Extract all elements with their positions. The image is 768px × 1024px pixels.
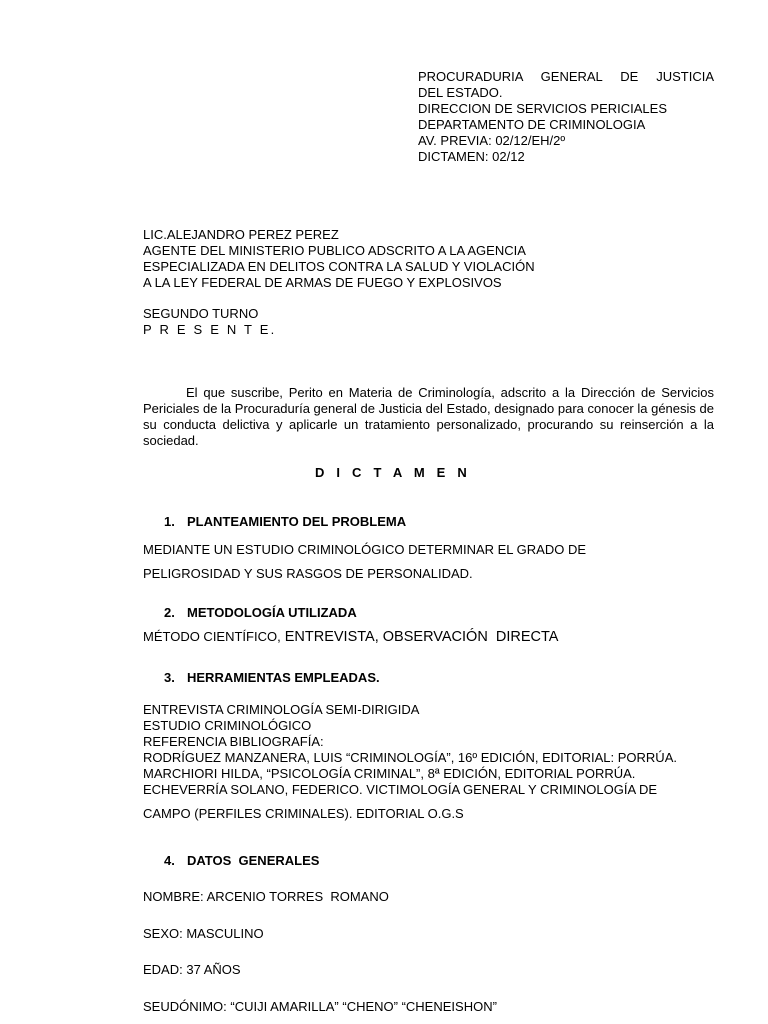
section-2-method-a: MÉTODO CIENTÍFICO, xyxy=(143,629,281,644)
addressee-name: LIC.ALEJANDRO PEREZ PEREZ xyxy=(143,227,339,242)
section-3-line-6: ECHEVERRÍA SOLANO, FEDERICO. VICTIMOLOGÍA GENERAL Y CRIMINOLOGÍA DE xyxy=(143,782,658,797)
section-3-line-5: MARCHIORI HILDA, “PSICOLOGÍA CRIMINAL”, 8ª EDICIÓN, EDITORIAL PORRÚA. xyxy=(143,766,636,781)
section-1-line-2: PELIGROSIDAD Y SUS RASGOS DE PERSONALIDAD. xyxy=(143,566,473,581)
section-1-number: 1. xyxy=(164,514,175,529)
section-3-line-2: ESTUDIO CRIMINOLÓGICO xyxy=(143,718,312,733)
letterhead xyxy=(418,69,714,165)
section-3-line-3: REFERENCIA BIBLIOGRAFÍA: xyxy=(143,734,324,749)
section-3-line-7: CAMPO (PERFILES CRIMINALES). EDITORIAL O.G.S xyxy=(143,806,464,821)
section-1-heading xyxy=(164,514,406,530)
field-alias: SEUDÓNIMO: “CUIJI AMARILLA” “CHENO” “CHENEISHON” xyxy=(143,999,497,1014)
turno-block xyxy=(143,306,276,338)
section-3-line-1: ENTREVISTA CRIMINOLOGÍA SEMI-DIRIGIDA xyxy=(143,702,420,717)
addressee-title-line-3: A LA LEY FEDERAL DE ARMAS DE FUEGO Y EXPLOSIVOS xyxy=(143,275,502,290)
shift-label: SEGUNDO TURNO xyxy=(143,306,259,321)
section-2-heading xyxy=(164,605,357,621)
section-2-method-b: ENTREVISTA, OBSERVACIÓN DIRECTA xyxy=(280,629,559,645)
letterhead-department: DEPARTAMENTO DE CRIMINOLOGIA xyxy=(418,117,646,132)
field-name: NOMBRE: ARCENIO TORRES ROMANO xyxy=(143,889,389,904)
section-1-line-1: MEDIANTE UN ESTUDIO CRIMINOLÓGICO DETERMINAR EL GRADO DE xyxy=(143,542,587,557)
section-1-title: PLANTEAMIENTO DEL PROBLEMA xyxy=(187,514,407,529)
section-2-methodology xyxy=(143,629,558,645)
section-4-number: 4. xyxy=(164,853,175,868)
section-3-title: HERRAMIENTAS EMPLEADAS. xyxy=(187,670,380,685)
addressee-title-line-2: ESPECIALIZADA EN DELITOS CONTRA LA SALUD Y VIOLACIÓN xyxy=(143,259,535,274)
addressee-title-line-1: AGENTE DEL MINISTERIO PUBLICO ADSCRITO A LA AGENCIA xyxy=(143,243,526,258)
section-3-line-4: RODRÍGUEZ MANZANERA, LUIS “CRIMINOLOGÍA”, 16º EDICIÓN, EDITORIAL: PORRÚA. xyxy=(143,750,677,765)
section-3-heading xyxy=(164,670,380,686)
section-3-number: 3. xyxy=(164,670,175,685)
section-2-number: 2. xyxy=(164,605,175,620)
letterhead-direction: DIRECCION DE SERVICIOS PERICIALES xyxy=(418,101,667,116)
addressee-block xyxy=(143,227,535,291)
section-2-title: METODOLOGÍA UTILIZADA xyxy=(187,605,357,620)
intro-paragraph: El que suscribe, Perito en Materia de Criminología, adscrito a la Dirección de Servicios Periciales de la Procuraduría general de Justicia del Estado, designado para conocer la génesis de su conducta delictiva y aplicarle un tratamiento personalizado, procurando su reinserción a la sociedad. xyxy=(143,385,714,448)
section-3-list xyxy=(143,702,677,798)
section-4-heading xyxy=(164,853,319,869)
document-title: D I C T A M E N xyxy=(315,465,471,480)
dictamen-number: DICTAMEN: 02/12 xyxy=(418,149,525,164)
letterhead-state: DEL ESTADO. xyxy=(418,85,503,100)
intro-paragraph-block xyxy=(143,385,714,449)
field-sex: SEXO: MASCULINO xyxy=(143,926,264,941)
case-number: AV. PREVIA: 02/12/EH/2º xyxy=(418,133,566,148)
presente-label: P R E S E N T E. xyxy=(143,322,277,337)
letterhead-institution: PROCURADURIA GENERAL DE JUSTICIA xyxy=(418,69,714,84)
section-4-title: DATOS GENERALES xyxy=(187,853,320,868)
field-age: EDAD: 37 AÑOS xyxy=(143,962,241,977)
